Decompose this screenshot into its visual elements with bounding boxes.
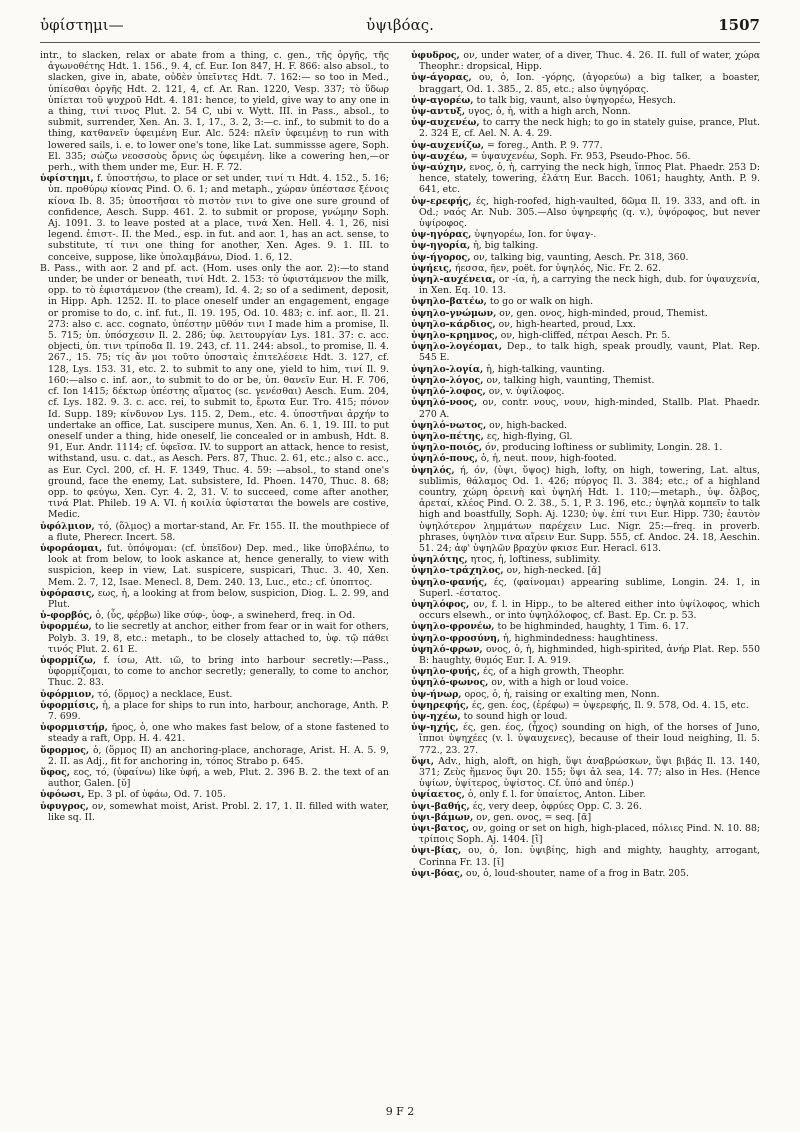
- dictionary-entry: [40, 543, 389, 588]
- entry-definition: = ὑψαυχενέω, Soph. Fr. 953, Pseudo-Phoc. 56.: [470, 150, 691, 162]
- entry-headword: ὑ-φορβός,: [40, 610, 93, 622]
- entry-headword: ὑψίαετος,: [411, 789, 465, 801]
- dictionary-entry: [40, 689, 389, 700]
- entry-definition: to lie secretly at anchor, either from fear or in wait for others, Polyb. 3. 19, 8, etc.: metaph., to be closely attached to, ὑφ. τῷ πάθει τινός Plut. 2. 61 E.: [48, 621, 389, 655]
- entry-headword: ὑψι-βόας,: [411, 867, 463, 879]
- entry-headword: ὑψηλο-τράχηλος,: [411, 565, 504, 577]
- entry-headword: ὑψ-ηχέω,: [411, 710, 461, 722]
- entry-definition: ον, somewhat moist, Arist. Probl. 2. 17, 1. II. filled with water, like sq. II.: [48, 800, 389, 823]
- dictionary-columns: [40, 50, 760, 1092]
- entry-definition: f. ὑποστήσω, to place or set under, τινί τι Hdt. 4. 152., 5. 16; ὑπ. προθύρῳ κίονας Pind. O. 6. 1; and metaph., χώραν ὑπέστασε ξένοις κίονα Ib. 8. 35; ὑποστῆσαι τὸ πιστὸν τινι to give one sure ground of confidence, Aesch. Supp. 461. 2. to submit or propose, γνώμην Soph. Aj. 1091. 3. to leave posted at a place, τινά Xen. Hell. 4. 1, 26, nisi legend. ἐπιστ-. II. the Med., esp. in fut. and aor. 1, has an act. sense, to substitute, τί τινι one thing for another, Xen. Ages. 9. 1. III. to conceive, suppose, like ὑπολαμβάνω, Diod. 1. 6, 12.: [48, 173, 389, 263]
- entry-definition: ἡ, high-talking, vaunting.: [486, 363, 605, 375]
- dictionary-entry: [40, 263, 389, 521]
- entry-headword: ὕψι,: [411, 755, 434, 767]
- entry-headword: ὑφορμιστήρ,: [40, 722, 108, 734]
- entry-definition: to be highminded, haughty, 1 Tim. 6. 17.: [497, 621, 689, 633]
- entry-definition: ές, gen. έος, (ἐρέφω) = ὑψερεφής, Il. 9. 578, Od. 4. 15, etc.: [471, 699, 749, 711]
- entry-definition: ον, gen. ονος, = seq. [ᾱ]: [476, 811, 592, 823]
- dictionary-entry: [411, 72, 760, 94]
- entry-definition: ητος, ἡ, loftiness, sublimity.: [470, 554, 601, 566]
- dictionary-entry: [411, 375, 760, 386]
- dictionary-entry: [411, 252, 760, 263]
- entry-headword: ὑψ-αντυξ,: [411, 106, 466, 118]
- entry-definition: = foreg., Anth. P. 9. 777.: [486, 139, 603, 151]
- entry-definition: ον, talking high, vaunting, Themist.: [486, 374, 655, 386]
- page-number: 1507: [718, 16, 760, 34]
- entry-definition: ές, very deep, ὀφρύες Opp. C. 3. 26.: [472, 800, 642, 812]
- entry-definition: ές, (φαίνομαι) appearing sublime, Longin. 24. 1, in Superl. -έστατος.: [419, 576, 760, 599]
- entry-definition: ου, ὁ, Ion. ὑψιβίης, high and mighty, haughty, arrogant, Corinna Fr. 13. [ῐ]: [419, 845, 760, 868]
- entry-headword: ὑψι-βίας,: [411, 845, 462, 857]
- dictionary-entry: [40, 610, 389, 621]
- entry-headword: ὑψηλο-φανής,: [411, 576, 488, 588]
- entry-definition: ου, ὁ, Ion. -γόρης, (ἀγορεύω) a big talker, a boaster, braggart, Od. 1. 385., 2. 85, etc.; also ὑψηγόρας.: [419, 72, 760, 95]
- dictionary-entry: [411, 95, 760, 106]
- dictionary-entry: [40, 521, 389, 543]
- entry-headword: ὑψηλο-γνώμων,: [411, 307, 497, 319]
- entry-headword: ὑψηλο-κάρδιος,: [411, 318, 496, 330]
- entry-headword: ὑψηλότης,: [411, 554, 468, 566]
- left-column: [40, 50, 389, 1092]
- entry-headword: ὑψηλό-φωνος,: [411, 677, 489, 689]
- entry-definition: to carry the neck high; to go in stately guise, prance, Plut. 2. 324 E, cf. Ael. N. A. 4. 29.: [419, 117, 760, 140]
- entry-headword: ὑψηλο-λογία,: [411, 363, 484, 375]
- dictionary-entry: [411, 50, 760, 72]
- dictionary-entry: [411, 711, 760, 722]
- entry-definition: όν, producing loftiness or sublimity, Longin. 28. 1.: [485, 442, 723, 454]
- entry-definition: or -ία, ἡ, a carrying the neck high, dub. for ὑψαυχενία, in Xen. Eq. 10. 13.: [419, 274, 760, 297]
- dictionary-entry: [40, 789, 389, 800]
- entry-headword: ὑψηλό-πους,: [411, 453, 478, 465]
- entry-headword: ὑφοράομαι,: [40, 542, 103, 554]
- entry-headword: ὑφορμίζω,: [40, 654, 97, 666]
- entry-headword: ὑψ-ηγορία,: [411, 240, 471, 252]
- entry-headword: ὑψηλός,: [411, 464, 455, 476]
- dictionary-entry: [411, 196, 760, 230]
- entry-definition: to talk big, vaunt, also ὑψηγορέω, Hesych.: [476, 94, 676, 106]
- entry-headword: ὑψηλό-φρων,: [411, 643, 483, 655]
- dictionary-entry: [411, 386, 760, 397]
- dictionary-entry: [40, 745, 389, 767]
- entry-definition: ῆρος, ὁ, one who makes fast below, of a stone fastened to steady a raft, Opp. H. 4. 421.: [48, 722, 389, 745]
- dictionary-entry: [411, 823, 760, 845]
- dictionary-entry: [411, 274, 760, 296]
- entry-definition: ον, high-cliffed, πέτραι Aesch. Pr. 5.: [500, 330, 671, 342]
- dictionary-entry: [411, 756, 760, 790]
- entry-definition: f. ίσω, Att. ιῶ, to bring into harbour secretly:—Pass., ὑφορμίζομαι, to come to anchor secretly; generally, to come to anchor, Thuc. 2. 83.: [48, 654, 389, 689]
- entry-headword: ὑψηρεφής,: [411, 699, 469, 711]
- entry-definition: ή, όν, (ὑψι, ὕψος) high, lofty, on high, towering, Lat. altus, sublimis, θάλαμος Od. 1. 426; πύργος Il. 3. 384; etc.; of a highland country, χώρη ὀρεινὴ καὶ ὑψηλή Hdt. 1. 110;—metaph., ὑψ. ὄλβος, ἀρεταί, κλέος Pind. O. 2. 38., 5. 1, P. 3. 196, etc.; ὑψηλὰ κομπεῖν to talk high and boastfully, Soph. Aj. 1230; ὑψ. ἐπί τινι Eur. Hipp. 730; ἑαυτὸν ὑψηλότερον λημμάτων παρέχειν Luc. Nigr. 25:—freq. in proverb. phrases, ὑψηλὸν τινα αἴρειν Eur. Supp. 555, cf. Andoc. 24. 18, Aeschin. 51. 24; ἀφ' ὑψηλῶν βραχὺν φκισε Eur. Heracl. 613.: [419, 464, 760, 554]
- entry-definition: ον, v. ὑψίλοφος.: [488, 386, 565, 398]
- running-head-left: ὑφίστημι—: [40, 16, 124, 34]
- dictionary-entry: [411, 722, 760, 756]
- entry-headword: ὑφόρμιον,: [40, 688, 95, 700]
- dictionary-entry: [411, 162, 760, 196]
- dictionary-entry: [411, 789, 760, 800]
- entry-definition: ον, going or set on high, high-placed, πόλιες Pind. N. 10. 88; τρίποις Soph. Aj. 1404. [ἴ]: [419, 823, 760, 846]
- dictionary-entry: [411, 420, 760, 431]
- dictionary-entry: [411, 700, 760, 711]
- entry-headword: ὑψήεις,: [411, 262, 453, 274]
- entry-headword: ὑψηλ-αυχένεια,: [411, 274, 496, 286]
- entry-definition: ον, contr. νους, νουν, high-minded, Stallb. Plat. Phaedr. 270 A.: [419, 397, 760, 420]
- entry-definition: εος, τό, (ὑφαίνω) like ὑφή, a web, Plut. 2. 396 B. 2. the text of an author, Galen. [ῠ]: [48, 767, 389, 790]
- dictionary-entry: [40, 588, 389, 610]
- entry-headword: ὕφορμος,: [40, 744, 90, 756]
- running-head-right: ὑψιβόας.: [366, 16, 434, 34]
- entry-headword: ὑψ-άγορας,: [411, 72, 472, 84]
- dictionary-entry: [411, 151, 760, 162]
- dictionary-entry: [411, 106, 760, 117]
- dictionary-entry: [40, 767, 389, 789]
- entry-definition: ονος, ὁ, ἡ, highminded, high-spirited, ἀνήρ Plat. Rep. 550 B: haughty, θυμός Eur. I. A. 919.: [419, 643, 760, 666]
- entry-headword: ὑψ-αγορέω,: [411, 94, 474, 106]
- entry-headword: ὑψηλό-νωτος,: [411, 419, 487, 431]
- entry-headword: ὑψ-αυχενίζω,: [411, 139, 484, 151]
- dictionary-entry: [411, 677, 760, 688]
- entry-definition: ὁ, ἡ, neut. πουν, high-footed.: [480, 453, 617, 465]
- entry-definition: to sound high or loud.: [463, 710, 568, 722]
- dictionary-entry: [411, 117, 760, 139]
- entry-headword: ὑψηλο-λόγος,: [411, 374, 484, 386]
- dictionary-entry: [411, 453, 760, 464]
- entry-definition: ου, ὁ, loud-shouter, name of a frog in Batr. 205.: [465, 867, 689, 879]
- dictionary-entry: [411, 263, 760, 274]
- entry-headword: ὑψηλο-λογέομαι,: [411, 341, 502, 353]
- dictionary-entry: [411, 554, 760, 565]
- entry-headword: ὑψ-ηχής,: [411, 722, 459, 734]
- entry-definition: to go or walk on high.: [489, 296, 594, 308]
- dictionary-entry: [411, 801, 760, 812]
- entry-definition: ορος, ὁ, ἡ, raising or exalting men, Nonn.: [464, 688, 660, 700]
- entry-definition: intr., to slacken, relax or abate from a thing, c. gen., τῆς ὀργῆς, τῆς ἀγωνοθέτης Hdt. 1. 156., 9. 4, cf. Eur. Ion 847, H. F. 866: also absol., to slacken, give in, abate, οὐδὲν ὑπεῖντες Hdt. 7. 162:— so too in Med., ὑπίεσθαι ὀργῆς Hdt. 2. 121, 4, cf. Ar. Ran. 1220, Vesp. 337; τὸ ὕδωρ ὑπίεται τοῦ ψυχροῦ Hdt. 4. 181: hence, to yield, give way to any one in a thing, τινί τινος Plut. 2. 54 C, ubi v. Wytt. III. in Pass., absol., to submit, surrender, Xen. An. 3. 1, 17., 3. 2, 3:—c. inf., to submit to do a thing, κατθανεῖν ὑφειμένη Eur. Alc. 524: πλεῖν ὑφειμένῃ to run with lowered sails, i. e. to lower one's tone, like Lat. summissse agere, Soph. El. 335; σώζω νεοσσοὺς ὄρνις ὡς ὑφειμένη. like a cowering hen,—or perh., with them under me, Eur. H. F. 72.: [40, 50, 389, 174]
- entry-definition: ἡ, a place for ships to run into, harbour, anchorage, Anth. P. 7. 699.: [48, 699, 389, 722]
- entry-headword: ὑψ-ήνωρ,: [411, 688, 462, 700]
- entry-definition: τό, (ὅλμος) a mortar-stand, Ar. Fr. 155. II. the mouthpiece of a flute, Pherecr. Incert. 58.: [48, 520, 389, 543]
- entry-definition: ον, f. l. in Hipp., to be altered either into ὑψίλοφος, which occurs elsewh., or into ὑψηλόλοφος, cf. Bast. Ep. Cr. p. 53.: [419, 598, 760, 622]
- entry-headword: ὑψι-βατος,: [411, 823, 470, 835]
- entry-definition: ον, gen. ονος, high-minded, proud, Themist.: [499, 307, 708, 319]
- entry-headword: ὑψηλό-νοος,: [411, 397, 478, 409]
- entry-headword: ὑφίστημι,: [40, 173, 94, 185]
- right-column: [411, 50, 760, 1092]
- dictionary-entry: [411, 868, 760, 879]
- dictionary-entry: [411, 240, 760, 251]
- dictionary-entry: [411, 229, 760, 240]
- entry-headword: ὑψι-βάμων,: [411, 811, 474, 823]
- entry-definition: τό, (ὅρμος) a necklace, Eust.: [97, 688, 233, 700]
- entry-headword: ὑψηλο-κρημνος,: [411, 330, 498, 342]
- dictionary-entry: [411, 330, 760, 341]
- entry-definition: ον, under water, of a diver, Thuc. 4. 26. II. full of water, χώρα Theophr.: dropsical, Hipp.: [419, 50, 760, 73]
- entry-headword: ὑψηλό-λοφος,: [411, 386, 486, 398]
- dictionary-entry: [40, 700, 389, 722]
- dictionary-entry: [411, 666, 760, 677]
- dictionary-entry: [40, 801, 389, 823]
- entry-headword: ὑψηλο-ποιός,: [411, 442, 483, 454]
- entry-definition: ἡ, highmindedness: haughtiness.: [503, 632, 658, 644]
- entry-definition: ήεσσα, ῆεν, poët. for ὑψηλός, Nic. Fr. 2. 62.: [454, 262, 662, 274]
- dictionary-entry: [411, 633, 760, 644]
- dictionary-entry: [411, 621, 760, 632]
- entry-headword: ὑφυδρος,: [411, 50, 460, 61]
- entry-definition: ον, high-backed.: [489, 419, 568, 431]
- entry-definition: fut. ὑπόψομαι: (cf. ὑπεῖδον) Dep. med., like ὑποβλέπω, to look at from below, to look askance at, hence generally, to view with suspicion, keep in view, Lat. suspicere, suspicari, Thuc. 3. 40, Xen. Mem. 2. 7, 12, Isae. Menecl. 8, Dem. 240. 13, Luc., etc.; cf. ὑποπτος.: [48, 542, 389, 588]
- entry-definition: ενος, ὁ, ἡ, carrying the neck high, ἵππος Plat. Phaedr. 253 D: hence, stately, towering, ἐλάτη Eur. Bacch. 1061; haughty, Anth. P. 9. 641, etc.: [419, 162, 760, 196]
- dictionary-entry: [40, 722, 389, 744]
- entry-definition: ές, gen. έος, (ἦχος) sounding on high, of the horses of Juno, ἵπποι ὑψηχέες (v. l. ὑψαυχενες), because of their loud neighing, Il. 5. 772., 23. 27.: [419, 722, 760, 756]
- entry-headword: ὑψηλο-βατέω,: [411, 296, 487, 308]
- signature-mark: 9 F 2: [385, 1105, 415, 1118]
- dictionary-entry: [411, 442, 760, 453]
- entry-headword: ὑψι-βαθής,: [411, 800, 470, 812]
- entry-definition: ον, with a high or loud voice.: [491, 677, 629, 689]
- dictionary-entry: [411, 812, 760, 823]
- dictionary-entry: [411, 341, 760, 363]
- entry-headword: ὑφόωσι,: [40, 789, 85, 801]
- entry-definition: ες, high-flying, Gl.: [486, 430, 573, 442]
- dictionary-entry: [411, 845, 760, 867]
- dictionary-entry: [40, 50, 389, 173]
- entry-definition: ὁ, (ὗς, φέρβω) like σύφ-, ὑοφ-, a swineherd, freq. in Od.: [95, 610, 356, 622]
- entry-definition: ον, high-hearted, proud, Lxx.: [498, 318, 636, 330]
- dictionary-entry: [411, 397, 760, 419]
- entry-definition: ές, high-roofed, high-vaulted, δῶμα Il. 19. 333, and oft. in Od.; ναός Ar. Nub. 305.—Also ὑψηρεφής (q. v.), ὑψόροφος, but never ὑψίροφος.: [419, 195, 760, 230]
- entry-definition: B. Pass., with aor. 2 and pf. act. (Hom. uses only the aor. 2):—to stand under, be under or beneath, τινί Hdt. 2. 153: τὸ ὑφιστάμενον the milk, opp. to τὸ ἐφιστάμενον (the cream), Id. 4. 2; so of a sediment, deposit, in Hipp. Aph. 1252. II. to place oneself under an engagement, engage or promise to do, c. inf. fut., Il. 19. 195, Od. 10. 483; c. inf. aor., Il. 21. 273: also c. acc. cognato, ὑπέστην μῦθόν τινι I made him a promise, Il. 5. 715; ὑπ. ὑπόσχεσιν Il. 2. 286; ὑφ. λειτουργίαν Lys. 181. 37: c. acc. objecti, ὑπ. τινι τρίποδα Il. 19. 243, cf. 11. 244: absol., to promise, Il. 4. 267., 15. 75; τίς ἄν μοι τοῦτο ὑποσταὶς ἐπιτελέσειε Hdt. 3. 127, cf. 128, Lys. 153. 31, etc. 2. to submit to any one, yield to him, τινί Il. 9. 160:—also c. inf. aor., to submit to do or be, ὑπ. θανεῖν Eur. H. F. 706, cf. Ion 1415; δέκτωρ ὑπέστης αἵματος (sc. γενέσθαι) Aesch. Eum. 204, cf. Lys. 182. 9. 3. c. acc. rei, to submit to, ἔρωτα Eur. Tro. 415; πόνον Id. Supp. 189; κίνδυνον Lys. 115. 2, Dem., etc. 4. ὑποστῆναι ἀρχήν to undertake an office, Lat. suscipere munus, Xen. An. 6. 1, 19. III. to put oneself under a thing, hide oneself, lie concealed or in ambush, Hdt. 8. 91, Eur. Andr. 1114; cf. ὑφεῖσα. IV. to support an attack, hence to resist, withstand, usu. c. dat., as Aesch. Pers. 87, Thuc. 2. 61, etc.; also c. acc., as Eur. Cycl. 200, cf. H. F. 1349, Thuc. 4. 59: —absol., to stand one's ground, face the enemy, Lat. subsistere, Id. Phoen. 1470, Thuc. 8. 68; opp. to φεύγω, Xen. Cyr. 4. 2, 31. V. to succeed, come after another, τινά Plat. Phileb. 19 A. VI. ἡ κοιλία ὑφίσταται the bowels are costive, Medic.: [40, 262, 389, 521]
- entry-headword: ὑψηλο-φροσύνη,: [411, 632, 501, 644]
- dictionary-entry: [411, 644, 760, 666]
- entry-headword: ὑψηλόφος,: [411, 598, 470, 610]
- entry-headword: ὑφορμέω,: [40, 621, 92, 633]
- dictionary-entry: [411, 465, 760, 555]
- entry-headword: ὑψηλο-φρονέω,: [411, 621, 495, 633]
- entry-definition: εως, ἡ, a looking at from below, suspicion, Diog. L. 2. 99, and Plut.: [48, 587, 389, 610]
- entry-definition: υγος, ὁ, ἡ, with a high arch, Nonn.: [468, 106, 631, 118]
- entry-headword: ὑψηλο-φυής,: [411, 666, 481, 678]
- entry-headword: ὑψ-αύχην,: [411, 162, 467, 174]
- entry-definition: ἡ, big talking.: [473, 240, 539, 252]
- dictionary-entry: [411, 599, 760, 621]
- dictionary-entry: [411, 140, 760, 151]
- entry-headword: ὑψηλο-πέτης,: [411, 430, 484, 442]
- entry-definition: Adv., high, aloft, on high, ὕψι ἀναβρώσκων, ὕψι βιβάς Il. 13. 140, 371; Ζεὺς ἥμενος ὕψι 20. 155; ὕψι ἀλ sea, 14. 77; also in Hes. (Hence ὑψίων, ὑψίτερος, ὑψίστος. Cf. ὑπό and ὑπέρ.): [419, 755, 760, 790]
- entry-definition: Ep. 3 pl. of ὑφάω, Od. 7. 105.: [87, 789, 226, 801]
- entry-headword: ὑψ-ερεφής,: [411, 195, 472, 207]
- dictionary-entry: [411, 296, 760, 307]
- entry-headword: ὑφόρασις,: [40, 587, 95, 599]
- entry-headword: ὑφόλμιον,: [40, 520, 95, 532]
- dictionary-entry: [40, 173, 389, 263]
- entry-definition: ὁ, (ὅρμος II) an anchoring-place, anchorage, Arist. H. A. 5. 9, 2. II. as Adj., fit for anchoring in, τόπος Strabo p. 645.: [48, 744, 389, 767]
- entry-headword: ὑψ-ηγόρας,: [411, 229, 472, 241]
- entry-headword: ὑψ-αυχενέω,: [411, 117, 480, 129]
- dictionary-entry: [411, 319, 760, 330]
- dictionary-entry: [411, 364, 760, 375]
- entry-definition: ον, high-necked. [ᾰ]: [506, 565, 602, 577]
- entry-definition: Dep., to talk high, speak proudly, vaunt, Plat. Rep. 545 E.: [419, 341, 760, 364]
- dictionary-entry: [411, 308, 760, 319]
- dictionary-entry: [411, 431, 760, 442]
- page-header: [40, 14, 760, 43]
- entry-definition: ον, talking big, vaunting, Aesch. Pr. 318, 360.: [473, 251, 689, 263]
- dictionary-entry: [411, 689, 760, 700]
- entry-definition: ὑψηγορέω, Ion. for ὑψαγ-.: [474, 229, 597, 241]
- entry-headword: ὑφυγρος,: [40, 800, 89, 812]
- dictionary-entry: [40, 621, 389, 655]
- entry-definition: ὁ, only f. l. for ὑπαίετος, Anton. Liber.: [467, 789, 646, 801]
- entry-definition: ές, of a high growth, Theophr.: [483, 666, 625, 678]
- dictionary-entry: [411, 577, 760, 599]
- dictionary-entry: [40, 655, 389, 689]
- entry-headword: ὑφορμίσις,: [40, 699, 99, 711]
- entry-headword: ὕφος,: [40, 767, 70, 778]
- entry-headword: ὑψ-αυχέω,: [411, 150, 468, 162]
- dictionary-entry: [411, 565, 760, 576]
- entry-headword: ὑψ-ήγορος,: [411, 251, 471, 263]
